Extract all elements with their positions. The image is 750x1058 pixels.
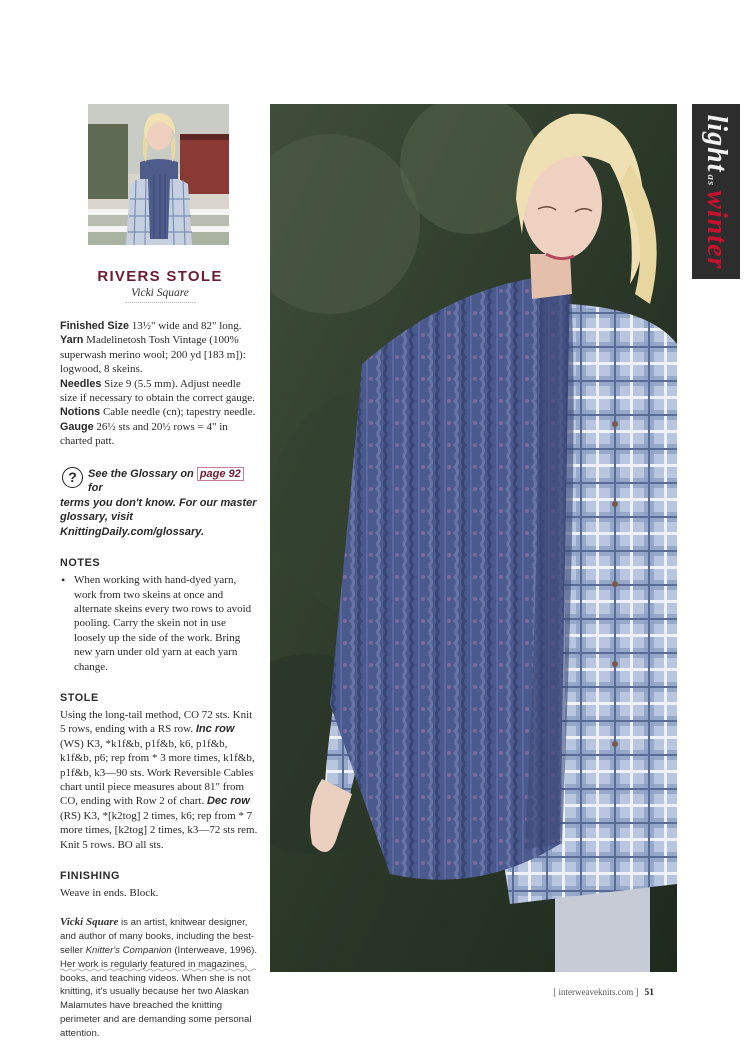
- hero-photo: [270, 104, 677, 972]
- needles-value: Size 9 (5.5 mm). Adjust needle size if necessary to obtain the correct gauge.: [60, 377, 255, 405]
- page-number: 51: [644, 988, 654, 998]
- finishing-heading: FINISHING: [60, 870, 120, 883]
- byline-rule: [125, 302, 195, 305]
- pattern-title: RIVERS STOLE: [97, 268, 223, 285]
- tab-connector: as: [705, 174, 717, 186]
- inc-row-label: Inc row: [195, 723, 235, 736]
- yarn-label: Yarn: [60, 334, 84, 347]
- tab-word-2: winter: [701, 189, 732, 269]
- question-icon: ?: [62, 467, 83, 488]
- gauge-value: 26½ sts and 20½ rows = 4" in charted patt.: [60, 420, 228, 448]
- text-column: [60, 268, 260, 1041]
- finishing-text: Weave in ends. Block.: [60, 887, 159, 900]
- stole-instructions: [60, 708, 260, 852]
- bio-book: Knitter's Companion: [85, 945, 172, 957]
- stole-text-2: (WS) K3, *k1f&b, p1f&b, k6, p1f&b, k1f&b, p6; rep from * 3 more times, k1f&b, p1f&b, k3—90 sts. Work Reversible Cables chart until piece measures about 81" from CO, ending with Row 2 of chart.: [60, 737, 255, 808]
- dec-row-label: Dec row: [206, 795, 250, 808]
- finished-size-value: 13½" wide and 82" long.: [129, 320, 242, 332]
- glossary-line-2: terms you don't know. For our master glossary, visit KnittingDaily.com/glossary.: [60, 496, 257, 538]
- designer-bio: [60, 916, 260, 1040]
- bio-text-1: is an artist, knitwear designer, and author of many books, including the best-seller: [60, 917, 255, 957]
- notions-value: Cable needle (cn); tapestry needle.: [100, 406, 256, 419]
- glossary-page-link[interactable]: page 92: [197, 467, 244, 481]
- glossary-mid: for: [88, 482, 103, 495]
- thumbnail-photo: [88, 104, 229, 245]
- bottom-wavy-rule: [60, 968, 258, 972]
- page-folio: [553, 987, 654, 998]
- finished-size-label: Finished Size: [60, 320, 129, 332]
- section-tab: [692, 104, 740, 279]
- bio-name: Vicki Square: [60, 916, 119, 929]
- tab-word-1: light: [701, 114, 732, 172]
- stole-text-1: Using the long-tail method, CO 72 sts. Knit 5 rows, ending with a RS row.: [60, 709, 253, 736]
- specs-block: [60, 319, 260, 449]
- yarn-value: Madelinetosh Tosh Vintage (100% superwash merino wool; 200 yd [183 m]): logwood, 8 skeins.: [60, 334, 246, 376]
- glossary-lead: See the Glossary on: [88, 467, 197, 480]
- needles-label: Needles: [60, 377, 102, 390]
- folio-site[interactable]: [ interweaveknits.com ]: [553, 987, 639, 997]
- bio-text-2: (Interweave, 1996). Her work is regularly featured in magazines, books, and teaching videos. When she is not knitting, it's usually because her two Alaskan Malamutes have breached the knitting perimeter and are demanding some personal attention.: [60, 945, 258, 1039]
- stole-text-3: (RS) K3, *[k2tog] 2 times, k6; rep from * 7 more times, [k2tog] 2 times, k3—72 sts rem. Knit 5 rows. BO all sts.: [60, 809, 258, 851]
- notes-item: • When working with hand-dyed yarn, work from two skeins at once and alternate skeins every two rows to avoid pooling. Carry the skein not in use loosely up the side of the work. Bring new yarn under old yarn at each yarn change.: [60, 573, 260, 674]
- glossary-callout: [60, 467, 260, 540]
- pattern-byline: Vicki Square: [131, 287, 189, 299]
- notions-label: Notions: [60, 406, 101, 419]
- gauge-label: Gauge: [60, 420, 94, 433]
- stole-heading: STOLE: [60, 692, 99, 704]
- notes-heading: NOTES: [60, 557, 101, 570]
